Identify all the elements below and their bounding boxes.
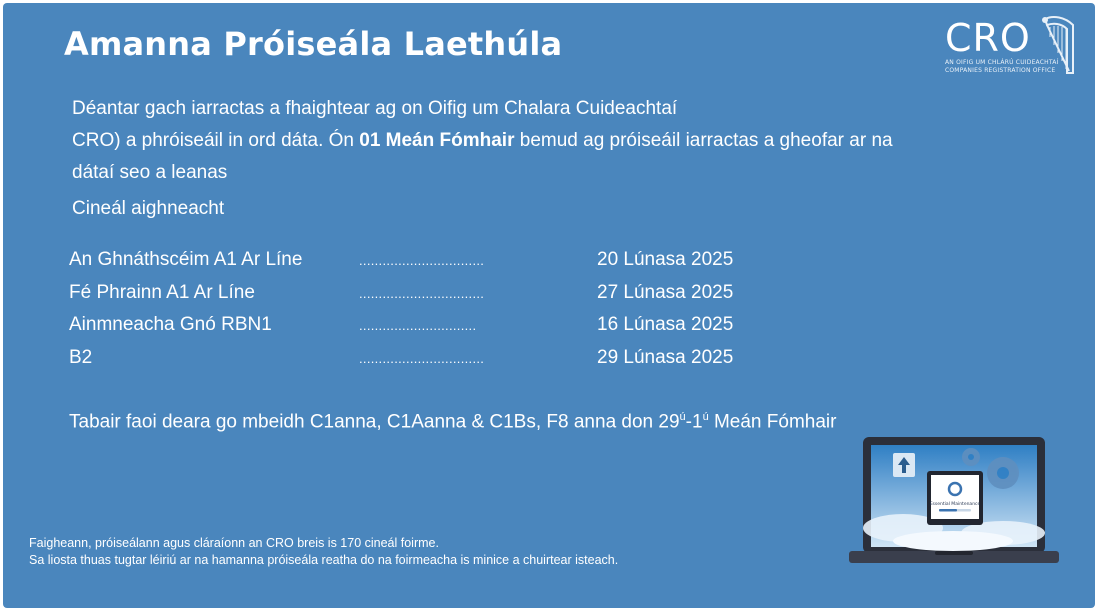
- harp-icon: [1039, 15, 1079, 75]
- cro-logo-letters: CRO: [945, 16, 1031, 60]
- row-label: B2: [69, 347, 93, 368]
- slide-title: Amanna Próiseála Laethúla: [64, 25, 563, 63]
- intro-line-1: Déantar gach iarractas a fhaightear ag on Oifig um Chalara Cuideachtaí: [72, 98, 678, 119]
- row-label: Ainmneacha Gnó RBN1: [69, 314, 272, 335]
- table-row: [3, 347, 1095, 375]
- submission-type-heading: Cineál aighneacht: [72, 198, 225, 219]
- note-end: Meán Fómhair: [708, 411, 837, 433]
- note-start: Tabair faoi deara go mbeidh C1anna, C1Aanna & C1Bs, F8 anna don 29: [69, 411, 680, 433]
- row-leader-dots: ..............................: [359, 318, 477, 333]
- intro-line-2-start: CRO) a phróiseáil in ord dáta. Ón: [72, 130, 360, 151]
- slide: [3, 3, 1095, 608]
- intro-line-2-end: bemud ag próiseáil iarractas a gheofar ar na: [514, 130, 893, 151]
- cro-logo-subtitle-irish: AN OIFIG UM CHLÁRÚ CUIDEACHTAÍ: [945, 59, 1059, 66]
- cro-logo: [943, 15, 1083, 77]
- intro-highlight-date: 01 Meán Fómhair: [359, 130, 515, 151]
- row-date: 20 Lúnasa 2025: [597, 249, 734, 270]
- row-date: 27 Lúnasa 2025: [597, 282, 734, 303]
- note-text: [69, 411, 836, 433]
- note-middle: -1: [685, 411, 703, 433]
- note-ordinal-2: ú: [702, 411, 709, 423]
- cro-logo-subtitle-english: COMPANIES REGISTRATION OFFICE: [945, 67, 1056, 74]
- row-date: 29 Lúnasa 2025: [597, 347, 734, 368]
- table-row: [3, 249, 1095, 277]
- row-leader-dots: ................................: [359, 351, 485, 366]
- intro-line-2: [72, 125, 1012, 157]
- footer-line-1: Faigheann, próiseálann agus cláraíonn an CRO breis is 170 cineál foirme.: [29, 536, 439, 550]
- note-ordinal-1: ú: [679, 411, 686, 423]
- intro-paragraph: [72, 93, 1012, 189]
- table-row: [3, 282, 1095, 310]
- intro-line-3: dátaí seo a leanas: [72, 162, 228, 183]
- laptop-maintenance-illustration: [843, 433, 1063, 573]
- row-leader-dots: ................................: [359, 253, 485, 268]
- row-label: An Ghnáthscéim A1 Ar Líne: [69, 249, 303, 270]
- footer-note: [29, 535, 618, 569]
- row-date: 16 Lúnasa 2025: [597, 314, 734, 335]
- laptop-screen-text: Essential Maintenance: [929, 502, 981, 507]
- row-leader-dots: ................................: [359, 286, 485, 301]
- footer-line-2: Sa liosta thuas tugtar léiriú ar na hamanna próiseála reatha do na foirmeacha is minice a chuirtear isteach.: [29, 553, 619, 567]
- table-row: [3, 314, 1095, 342]
- row-label: Fé Phrainn A1 Ar Líne: [69, 282, 255, 303]
